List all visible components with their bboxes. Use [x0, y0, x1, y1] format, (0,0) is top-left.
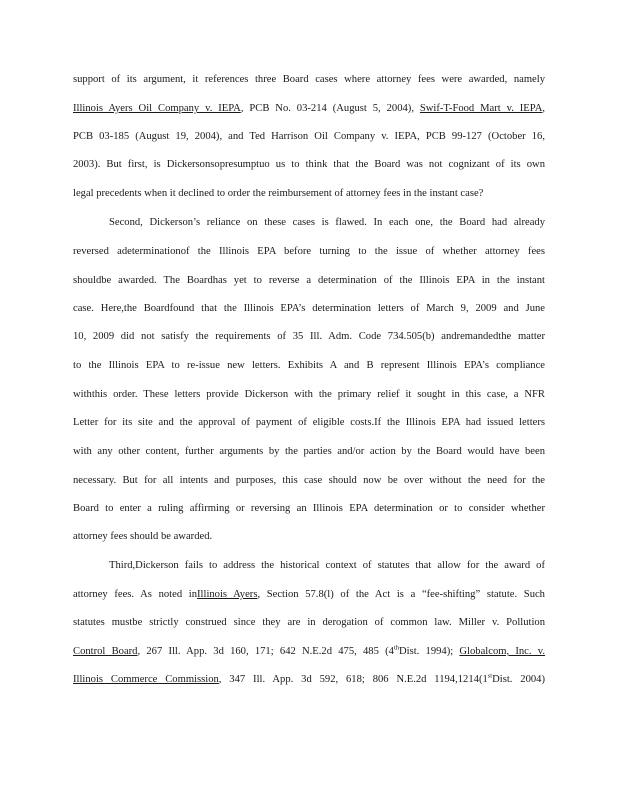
case-citation: Globalcom, Inc. v.: [459, 646, 545, 657]
text-segment: Second, Dickerson’s reliance on these cases is flawed. In each one, the Board had already: [109, 217, 545, 228]
text-line: [73, 359, 545, 373]
case-citation: Illinois Ayers Oil Company v. IEPA: [73, 103, 241, 114]
text-segment: support of its argument, it references three Board cases where attorney fees were awarded, namely: [73, 74, 545, 85]
text-segment: necessary. But for all intents and purposes, this case should now be over without the need for the: [73, 475, 545, 486]
text-segment: shouldbe awarded. The Boardhas yet to reverse a determination of the Illinois EPA in the instant: [73, 275, 545, 286]
text-line: [73, 388, 545, 402]
text-segment: Dist. 2004): [492, 674, 545, 685]
text-segment: , Section 57.8(l) of the Act is a “fee-shifting” statute. Such: [257, 589, 545, 600]
text-segment: case. Here,the Boardfound that the Illinois EPA’s determination letters of March 9, 2009 and June: [73, 303, 545, 314]
text-segment: Letter for its site and the approval of payment of eligible costs.If the Illinois EPA had issued letters: [73, 417, 545, 428]
case-citation: Control Board: [73, 646, 138, 657]
text-line: [73, 645, 545, 659]
text-segment: reversed adeterminationof the Illinois EPA before turning to the issue of whether attorney fees: [73, 246, 545, 257]
text-segment: , 267 Ill. App. 3d 160, 171; 642 N.E.2d 475, 485 (4: [137, 646, 394, 657]
text-segment: with any other content, further arguments by the parties and/or action by the Board would have been: [73, 446, 545, 457]
text-segment: 2003). But first, is Dickersonsopresumptuo us to think that the Board was not cognizant of its own: [73, 159, 545, 170]
text-line: [73, 274, 545, 288]
text-segment: withthis order. These letters provide Dickerson with the primary relief it sought in this case, a NFR: [73, 389, 545, 400]
text-line: [73, 673, 545, 687]
text-line: [73, 588, 545, 602]
text-line: [73, 102, 545, 116]
text-segment: 10, 2009 did not satisfy the requirements of 35 Ill. Adm. Code 734.505(b) andremandedthe matter: [73, 331, 545, 342]
text-line: [109, 216, 545, 230]
text-line: [73, 73, 545, 87]
text-line: [73, 530, 545, 544]
text-segment: to the Illinois EPA to re-issue new letters. Exhibits A and B represent Illinois EPA’s compliance: [73, 360, 545, 371]
text-segment: PCB 03-185 (August 19, 2004), and Ted Harrison Oil Company v. IEPA, PCB 99-127 (October 16,: [73, 131, 545, 142]
text-line: [73, 187, 545, 201]
text-segment: Dist. 1994);: [399, 646, 460, 657]
text-segment: , 347 Ill. App. 3d 592, 618; 806 N.E.2d 1194,1214(1: [218, 674, 488, 685]
text-segment: statutes mustbe strictly construed since they are in derogation of common law. Miller v. Pollution: [73, 617, 545, 628]
ordinal-superscript: th: [393, 645, 399, 652]
case-citation: Illinois Ayers: [197, 589, 258, 600]
case-citation: Illinois Commerce Commission: [73, 674, 219, 685]
text-line: [109, 559, 545, 573]
text-line: [73, 502, 545, 516]
text-line: [73, 330, 545, 344]
text-segment: legal precedents when it declined to order the reimbursement of attorney fees in the instant case?: [73, 188, 484, 199]
text-line: [73, 158, 545, 172]
text-segment: Third,Dickerson fails to address the historical context of statutes that allow for the award of: [109, 560, 545, 571]
text-segment: attorney fees. As noted in: [73, 589, 198, 600]
case-citation: Swif-T-Food Mart v. IEPA: [419, 103, 543, 114]
text-line: [73, 474, 545, 488]
text-line: [73, 130, 545, 144]
text-line: [73, 445, 545, 459]
text-line: [73, 416, 545, 430]
text-segment: ,: [542, 103, 545, 114]
text-line: [73, 245, 545, 259]
ordinal-superscript: st: [487, 673, 493, 680]
text-line: [73, 616, 545, 630]
text-segment: Board to enter a ruling affirming or reversing an Illinois EPA determination or to consider whether: [73, 503, 545, 514]
text-line: [73, 302, 545, 316]
text-segment: , PCB No. 03-214 (August 5, 2004),: [240, 103, 420, 114]
text-segment: attorney fees should be awarded.: [73, 531, 213, 542]
